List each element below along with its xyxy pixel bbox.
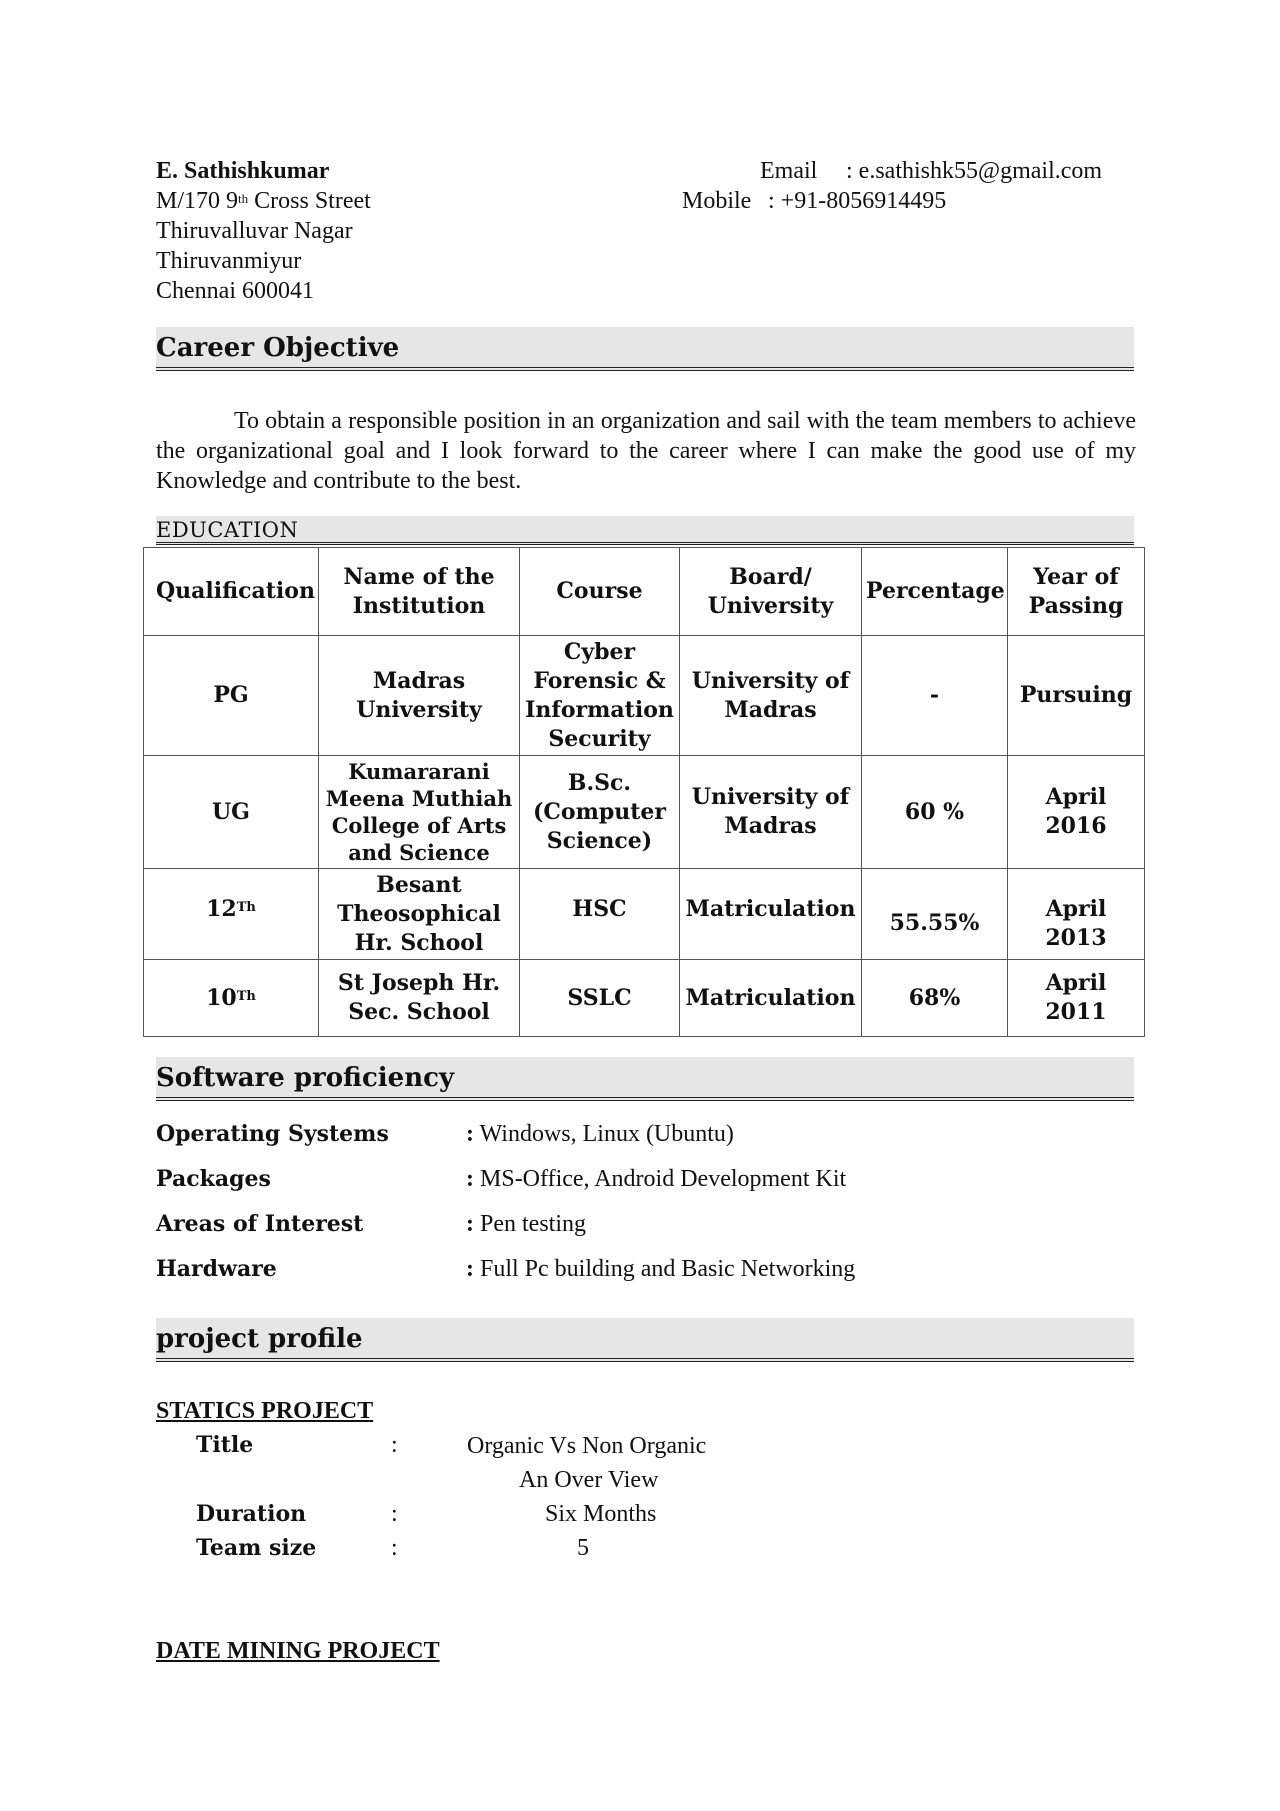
project-title-value-line1: Organic Vs Non Organic [467, 1433, 707, 1459]
date-mining-project-title: DATE MINING PROJECT [156, 1638, 440, 1664]
project-title-colon: : [391, 1432, 398, 1458]
software-key: Packages [156, 1166, 271, 1192]
board-cell: Matriculation [680, 869, 862, 960]
percentage-cell: 55.55% [862, 869, 1008, 960]
table-header-row [144, 548, 1145, 636]
email-value: : e.sathishk55@gmail.com [846, 158, 1103, 184]
column-header-course: Course [520, 548, 680, 636]
software-value: : MS-Office, Android Development Kit [466, 1166, 847, 1192]
qualification-cell: 10Th [144, 960, 319, 1037]
project-heading: project profile [156, 1324, 363, 1354]
project-title-value-line2: An Over View [519, 1467, 659, 1493]
project-duration-value: Six Months [545, 1501, 657, 1527]
project-team-size-value: 5 [577, 1535, 589, 1561]
qualification-cell: UG [144, 756, 319, 869]
institution-cell: Kumararani Meena Muthiah College of Arts and Science [319, 756, 520, 869]
email-label: Email [760, 158, 818, 184]
software-item [156, 1164, 1136, 1194]
board-cell: University of Madras [680, 756, 862, 869]
table-row [144, 869, 1145, 960]
column-header-institution: Name of the Institution [319, 548, 520, 636]
education-heading: EDUCATION [156, 518, 299, 542]
address-line-2: Thiruvalluvar Nagar [156, 218, 353, 244]
institution-cell: Besant Theosophical Hr. School [319, 869, 520, 960]
qualification-cell: 12Th [144, 869, 319, 960]
address-line-1: M/170 9th Cross Street [156, 188, 371, 214]
statics-project-title: STATICS PROJECT [156, 1398, 374, 1424]
table-row [144, 756, 1145, 869]
project-duration-colon: : [391, 1501, 398, 1527]
mobile-label: Mobile [682, 188, 752, 214]
career-objective-heading: Career Objective [156, 333, 400, 363]
address-line-3: Thiruvanmiyur [156, 248, 302, 274]
year-cell: April 2011 [1008, 960, 1145, 1037]
software-key: Hardware [156, 1256, 277, 1282]
column-header-year: Year of Passing [1008, 548, 1145, 636]
address-line-4: Chennai 600041 [156, 278, 314, 304]
software-item [156, 1209, 1136, 1239]
education-section-bar [156, 516, 1134, 545]
percentage-cell: 60 % [862, 756, 1008, 869]
year-cell: Pursuing [1008, 636, 1145, 756]
project-team-size-label: Team size [196, 1535, 317, 1561]
year-cell: April 2013 [1008, 869, 1145, 960]
software-key: Areas of Interest [156, 1211, 364, 1237]
software-key: Operating Systems [156, 1121, 389, 1147]
year-cell: April 2016 [1008, 756, 1145, 869]
column-header-qualification: Qualification [144, 548, 319, 636]
education-table [143, 547, 1145, 1037]
institution-cell: St Joseph Hr. Sec. School [319, 960, 520, 1037]
board-cell: Matriculation [680, 960, 862, 1037]
table-row [144, 960, 1145, 1037]
software-section-bar [156, 1057, 1134, 1101]
project-team-size-colon: : [391, 1535, 398, 1561]
candidate-name: E. Sathishkumar [156, 158, 330, 184]
percentage-cell: 68% [862, 960, 1008, 1037]
software-value: : Windows, Linux (Ubuntu) [466, 1121, 734, 1147]
software-heading: Software proficiency [156, 1063, 455, 1093]
career-objective-section-bar [156, 327, 1134, 371]
career-objective-text: To obtain a responsible position in an organization and sail with the team members to achieve the organizational goal and I look forward to the career where I can make the good use of my Knowledge and contribute to the best. [156, 408, 1136, 494]
table-row [144, 636, 1145, 756]
software-item [156, 1254, 1136, 1284]
course-cell: SSLC [520, 960, 680, 1037]
column-header-board: Board/ University [680, 548, 862, 636]
project-title-label: Title [196, 1432, 254, 1458]
mobile-value: : +91-8056914495 [768, 188, 947, 214]
board-cell: University of Madras [680, 636, 862, 756]
percentage-cell: - [862, 636, 1008, 756]
qualification-cell: PG [144, 636, 319, 756]
software-value: : Pen testing [466, 1211, 586, 1237]
project-duration-label: Duration [196, 1501, 307, 1527]
course-cell: B.Sc. (Computer Science) [520, 756, 680, 869]
institution-cell: Madras University [319, 636, 520, 756]
course-cell: Cyber Forensic & Information Security [520, 636, 680, 756]
software-item [156, 1119, 1136, 1149]
course-cell: HSC [520, 869, 680, 960]
project-section-bar [156, 1318, 1134, 1362]
column-header-percentage: Percentage [862, 548, 1008, 636]
software-value: : Full Pc building and Basic Networking [466, 1256, 856, 1282]
